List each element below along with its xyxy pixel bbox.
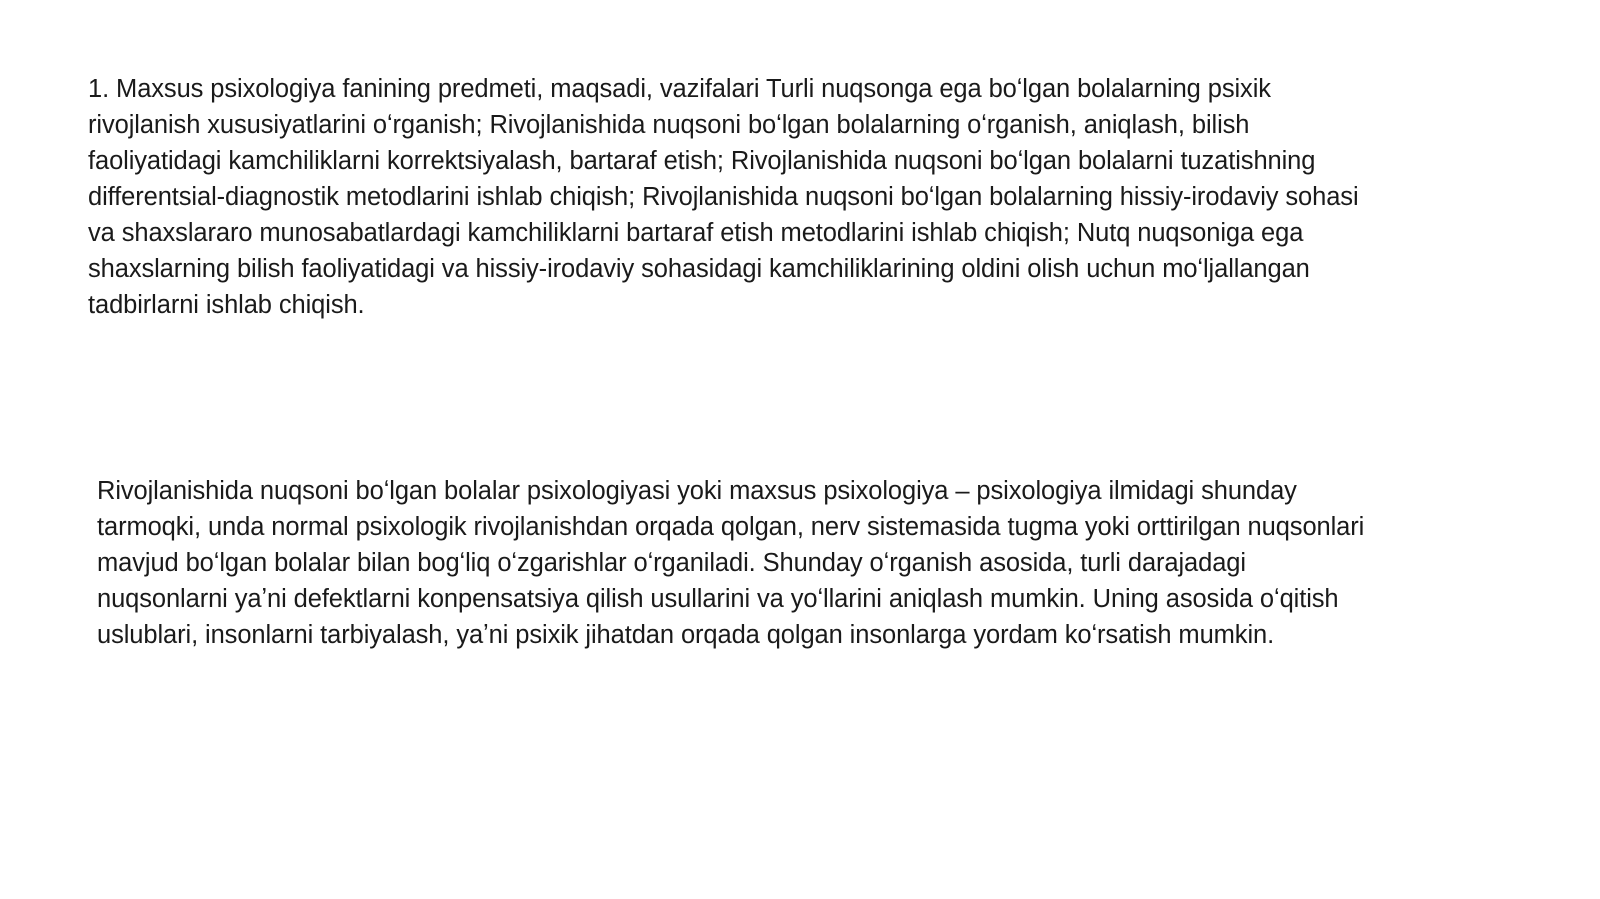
paragraph-definition (97, 473, 1517, 653)
paragraph-subject-goals (88, 71, 1528, 323)
paragraph-1-line: va shaxslararo munosabatlardagi kamchiliklarni bartaraf etish metodlarini ishlab chiqish; Nutq nuqsoniga ega (88, 219, 1304, 247)
paragraph-1-line: differentsial-diagnostik metodlarini ishlab chiqish; Rivojlanishida nuqsoni boʻlgan bolalarning hissiy-irodaviy sohasi (88, 183, 1359, 211)
paragraph-1-line: shaxslarning bilish faoliyatidagi va hissiy-irodaviy sohasidagi kamchiliklarining oldini olish uchun moʻljallangan (88, 255, 1310, 283)
paragraph-2-line: mavjud boʻlgan bolalar bilan bogʻliq oʻzgarishlar oʻrganiladi. Shunday oʻrganish asosida, turli darajadagi (97, 549, 1246, 577)
paragraph-1-line: rivojlanish xususiyatlarini oʻrganish; Rivojlanishida nuqsoni boʻlgan bolalarning oʻrganish, aniqlash, bilish (88, 111, 1250, 139)
paragraph-1-line: tadbirlarni ishlab chiqish. (88, 291, 365, 319)
paragraph-1-line: 1. Maxsus psixologiya fanining predmeti, maqsadi, vazifalari Turli nuqsonga ega boʻlgan bolalarning psixik (88, 75, 1271, 103)
paragraph-2-line: nuqsonlarni yaʼni defektlarni konpensatsiya qilish usullarini va yoʻllarini aniqlash mumkin. Uning asosida oʻqitish (97, 585, 1339, 613)
paragraph-2-line: Rivojlanishida nuqsoni boʻlgan bolalar psixologiyasi yoki maxsus psixologiya – psixologiya ilmidagi shunday (97, 477, 1297, 505)
paragraph-2-line: tarmoqki, unda normal psixologik rivojlanishdan orqada qolgan, nerv sistemasida tugma yoki orttirilgan nuqsonlari (97, 513, 1365, 541)
paragraph-2-line: uslublari, insonlarni tarbiyalash, yaʼni psixik jihatdan orqada qolgan insonlarga yordam koʻrsatish mumkin. (97, 621, 1275, 649)
paragraph-1-line: faoliyatidagi kamchiliklarni korrektsiyalash, bartaraf etish; Rivojlanishida nuqsoni boʻlgan bolalarni tuzatishning (88, 147, 1316, 175)
